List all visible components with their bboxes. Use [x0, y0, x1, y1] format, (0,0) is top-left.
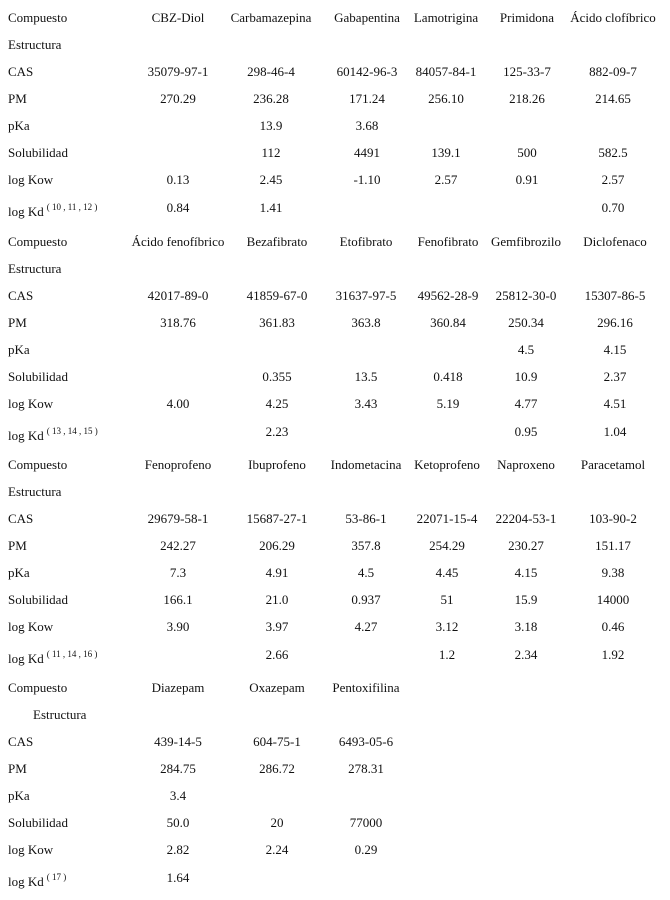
table-row: [0, 613, 670, 640]
column-header: CBZ-Diol: [151, 10, 205, 25]
table-row: [0, 674, 670, 701]
column-header: Fenoprofeno: [144, 457, 212, 472]
row-label: [8, 641, 97, 668]
table-row: [0, 166, 670, 193]
table-cell: 361.83: [259, 315, 295, 330]
table-cell: 2.57: [601, 172, 625, 187]
table-cell: 3.12: [435, 619, 459, 634]
column-header: Pentoxifilina: [332, 680, 400, 695]
row-label-text: Compuesto: [8, 457, 68, 472]
row-label: [8, 836, 53, 863]
row-label-text: PM: [8, 761, 27, 776]
row-label: [8, 166, 53, 193]
table-cell: 500: [517, 145, 537, 160]
row-label: [8, 363, 68, 390]
column-header: Bezafibrato: [246, 234, 308, 249]
table-row: [0, 586, 670, 613]
column-header: Paracetamol: [580, 457, 646, 472]
row-label: [8, 755, 27, 782]
table-row: [0, 139, 670, 166]
row-label-text: PM: [8, 538, 27, 553]
table-cell: 214.65: [595, 91, 631, 106]
row-label: [8, 809, 68, 836]
table-row: [0, 418, 670, 445]
row-label-text: pKa: [8, 118, 30, 133]
table-cell: [563, 478, 663, 505]
table-cell: 9.38: [601, 565, 625, 580]
table-cell: 256.10: [428, 91, 464, 106]
table-cell: 84057-84-1: [415, 64, 477, 79]
table-row: [0, 505, 670, 532]
table-cell: 4491: [354, 145, 380, 160]
row-label-text: PM: [8, 315, 27, 330]
table-cell: 0.13: [166, 172, 190, 187]
table-cell: [316, 641, 416, 668]
row-label: [8, 782, 30, 809]
table-row: [0, 363, 670, 390]
row-label: [8, 586, 68, 613]
row-label: [8, 194, 97, 221]
table-cell: 3.18: [514, 619, 538, 634]
table-cell: 286.72: [259, 761, 295, 776]
column-header: Indometacina: [330, 457, 402, 472]
column-header: Fenofibrato: [417, 234, 479, 249]
table-cell: [316, 478, 416, 505]
column-header: Naproxeno: [497, 457, 555, 472]
table-cell: 4.15: [603, 342, 627, 357]
table-row: [0, 559, 670, 586]
row-label-text: Estructura: [8, 484, 62, 499]
row-label: [8, 613, 53, 640]
row-label: [8, 228, 67, 255]
table-cell: 882-09-7: [589, 64, 637, 79]
table-cell: 20: [270, 815, 284, 830]
row-label-text: log Kow: [8, 172, 54, 187]
table-cell: [565, 255, 665, 282]
table-cell: 2.24: [265, 842, 289, 857]
table-cell: 236.28: [253, 91, 289, 106]
table-cell: 254.29: [429, 538, 465, 553]
table-row: [0, 390, 670, 417]
row-label-text: log Kow: [8, 396, 54, 411]
table-cell: 0.46: [601, 619, 625, 634]
table-cell: 151.17: [595, 538, 631, 553]
row-label: [8, 390, 53, 417]
row-label: [8, 282, 33, 309]
table-cell: [558, 31, 668, 58]
table-cell: 166.1: [163, 592, 193, 607]
row-label-text: Estructura: [33, 707, 87, 722]
table-row: [0, 478, 670, 505]
table-cell: [401, 112, 491, 139]
column-header: Ketoprofeno: [414, 457, 480, 472]
row-label: [8, 255, 61, 282]
column-header: Diazepam: [151, 680, 205, 695]
table-row: [0, 864, 670, 891]
column-header: Ácido clofíbrico: [570, 10, 656, 25]
table-row: [0, 532, 670, 559]
table-cell: [316, 255, 416, 282]
table-row: [0, 85, 670, 112]
column-header: Diclofenaco: [583, 234, 647, 249]
table-cell: 1.2: [438, 647, 456, 662]
table-row: [0, 451, 670, 478]
row-label-text: pKa: [8, 342, 30, 357]
table-cell: 363.8: [351, 315, 381, 330]
table-cell: 218.26: [509, 91, 545, 106]
table-cell: 250.34: [508, 315, 544, 330]
row-label-text: Solubilidad: [8, 592, 68, 607]
table-cell: [403, 255, 493, 282]
table-cell: [401, 31, 491, 58]
reference-superscript: ( 13 , 14 , 15 ): [46, 426, 98, 436]
table-cell: 2.34: [514, 647, 538, 662]
table-cell: 0.95: [514, 424, 538, 439]
table-cell: 0.937: [351, 592, 381, 607]
row-label: [8, 85, 27, 112]
table-cell: 206.29: [259, 538, 295, 553]
table-row: [0, 309, 670, 336]
table-row: [0, 809, 670, 836]
table-cell: 49562-28-9: [417, 288, 479, 303]
row-label-text: Estructura: [8, 37, 62, 52]
table-cell: [402, 478, 492, 505]
table-cell: 7.3: [169, 565, 187, 580]
column-header: Ácido fenofíbrico: [131, 234, 225, 249]
table-cell: [227, 701, 327, 728]
table-cell: 270.29: [160, 91, 196, 106]
row-label-text: log Kd: [8, 874, 44, 889]
table-cell: 112: [261, 145, 281, 160]
column-header: Ibuprofeno: [248, 457, 306, 472]
table-cell: 0.84: [166, 200, 190, 215]
table-cell: 6493-05-6: [338, 734, 394, 749]
table-cell: [316, 336, 416, 363]
table-cell: 4.5: [357, 565, 375, 580]
table-cell: 22071-15-4: [416, 511, 478, 526]
table-cell: [403, 418, 493, 445]
row-label: [8, 505, 33, 532]
table-cell: 22204-53-1: [495, 511, 557, 526]
row-label: [8, 309, 27, 336]
table-cell: [316, 864, 416, 891]
table-cell: 60142-96-3: [336, 64, 398, 79]
row-label-text: pKa: [8, 565, 30, 580]
row-label: [8, 728, 33, 755]
row-label: [8, 532, 27, 559]
row-label: [8, 864, 66, 891]
table-cell: 2.66: [265, 647, 289, 662]
table-row: [0, 782, 670, 809]
table-cell: 4.51: [603, 396, 627, 411]
table-cell: 357.8: [351, 538, 381, 553]
table-row: [0, 701, 670, 728]
table-cell: [316, 418, 416, 445]
column-header: Etofibrato: [339, 234, 393, 249]
column-header: Carbamazepina: [230, 10, 312, 25]
table-cell: 10.9: [514, 369, 538, 384]
table-cell: 77000: [349, 815, 383, 830]
row-label-text: Solubilidad: [8, 815, 68, 830]
row-label-text: CAS: [8, 288, 34, 303]
table-cell: 1.92: [601, 647, 625, 662]
row-label: [8, 139, 68, 166]
table-cell: [316, 782, 416, 809]
table-cell: 51: [440, 592, 454, 607]
table-cell: 284.75: [160, 761, 196, 776]
table-cell: [227, 864, 327, 891]
table-cell: 4.00: [166, 396, 190, 411]
table-cell: 139.1: [431, 145, 461, 160]
table-cell: 4.77: [514, 396, 538, 411]
table-cell: 15.9: [514, 592, 538, 607]
table-cell: 2.82: [166, 842, 190, 857]
table-cell: 296.16: [597, 315, 633, 330]
table-row: [0, 112, 670, 139]
table-cell: 0.355: [262, 369, 292, 384]
table-cell: 4.15: [514, 565, 538, 580]
table-cell: 29679-58-1: [147, 511, 209, 526]
table-row: [0, 58, 670, 85]
table-cell: 4.91: [265, 565, 289, 580]
table-cell: [481, 255, 571, 282]
table-row: [0, 728, 670, 755]
table-row: [0, 336, 670, 363]
row-label-text: log Kd: [8, 204, 44, 219]
table-cell: [123, 701, 233, 728]
table-cell: 25812-30-0: [495, 288, 557, 303]
table-cell: 15687-27-1: [246, 511, 308, 526]
table-cell: 42017-89-0: [147, 288, 209, 303]
table-cell: 2.37: [603, 369, 627, 384]
row-label-text: Compuesto: [8, 680, 68, 695]
table-cell: 0.29: [354, 842, 378, 857]
table-cell: 4.45: [435, 565, 459, 580]
table-cell: 0.70: [601, 200, 625, 215]
table-row: [0, 31, 670, 58]
table-cell: 103-90-2: [589, 511, 637, 526]
table-cell: 3.43: [354, 396, 378, 411]
column-header: Gabapentina: [334, 10, 400, 25]
row-label-text: PM: [8, 91, 27, 106]
row-label-text: CAS: [8, 511, 34, 526]
table-row: [0, 4, 670, 31]
table-cell: [481, 478, 571, 505]
row-label: [8, 559, 30, 586]
row-label: [8, 674, 67, 701]
table-cell: 0.91: [515, 172, 539, 187]
table-cell: 21.0: [265, 592, 289, 607]
table-cell: 3.97: [265, 619, 289, 634]
column-header: Gemfibrozilo: [490, 234, 562, 249]
table-cell: 4.27: [354, 619, 378, 634]
table-row: [0, 282, 670, 309]
row-label-text: Solubilidad: [8, 145, 68, 160]
table-cell: 582.5: [598, 145, 628, 160]
table-cell: [403, 336, 493, 363]
row-label: [8, 336, 30, 363]
table-cell: 1.04: [603, 424, 627, 439]
reference-superscript: ( 10 , 11 , 12 ): [46, 202, 98, 212]
column-header: Lamotrigina: [413, 10, 479, 25]
row-label: [8, 112, 30, 139]
row-label: [8, 4, 67, 31]
table-cell: 4.25: [265, 396, 289, 411]
row-label-text: Solubilidad: [8, 369, 68, 384]
row-label: [8, 451, 67, 478]
row-label-text: Compuesto: [8, 234, 68, 249]
table-cell: 2.23: [265, 424, 289, 439]
row-label-text: CAS: [8, 64, 34, 79]
table-cell: [123, 641, 233, 668]
table-cell: 2.57: [434, 172, 458, 187]
row-label: [8, 478, 61, 505]
row-label-text: log Kow: [8, 842, 54, 857]
table-cell: -1.10: [353, 172, 381, 187]
table-cell: 5.19: [436, 396, 460, 411]
row-label-text: log Kow: [8, 619, 54, 634]
row-label-text: Compuesto: [8, 10, 68, 25]
table-cell: 1.41: [259, 200, 283, 215]
table-cell: 3.68: [355, 118, 379, 133]
table-cell: 604-75-1: [253, 734, 301, 749]
row-label: [8, 58, 33, 85]
table-row: [0, 755, 670, 782]
table-cell: 53-86-1: [345, 511, 387, 526]
row-label-text: CAS: [8, 734, 34, 749]
table-row: [0, 641, 670, 668]
table-cell: [227, 478, 327, 505]
table-row: [0, 194, 670, 221]
table-cell: 35079-97-1: [147, 64, 209, 79]
table-cell: 125-33-7: [503, 64, 551, 79]
table-cell: 13.9: [259, 118, 283, 133]
table-cell: 50.0: [166, 815, 190, 830]
table-cell: 230.27: [508, 538, 544, 553]
reference-superscript: ( 11 , 14 , 16 ): [46, 649, 98, 659]
table-cell: [558, 112, 668, 139]
table-row: [0, 255, 670, 282]
table-cell: 15307-86-5: [584, 288, 646, 303]
table-cell: 318.76: [160, 315, 196, 330]
table-cell: 439-14-5: [154, 734, 202, 749]
table-cell: 2.45: [259, 172, 283, 187]
row-label-text: log Kd: [8, 428, 44, 443]
row-label: [8, 418, 98, 445]
column-header: Primidona: [499, 10, 555, 25]
table-row: [0, 228, 670, 255]
table-cell: 3.4: [169, 788, 187, 803]
table-cell: 14000: [596, 592, 630, 607]
table-cell: 31637-97-5: [335, 288, 397, 303]
table-cell: 360.84: [430, 315, 466, 330]
table-cell: 3.90: [166, 619, 190, 634]
table-cell: 242.27: [160, 538, 196, 553]
row-label: [33, 701, 86, 728]
table-cell: 278.31: [348, 761, 384, 776]
table-cell: [316, 701, 416, 728]
table-cell: 13.5: [354, 369, 378, 384]
table-cell: 4.5: [517, 342, 535, 357]
table-cell: [401, 194, 491, 221]
row-label-text: Estructura: [8, 261, 62, 276]
table-cell: 1.64: [166, 870, 190, 885]
row-label: [8, 31, 61, 58]
table-cell: [227, 782, 327, 809]
column-header: Oxazepam: [249, 680, 305, 695]
table-cell: [123, 478, 233, 505]
table-cell: [216, 31, 326, 58]
table-cell: 298-46-4: [247, 64, 295, 79]
table-cell: 0.418: [433, 369, 463, 384]
table-row: [0, 836, 670, 863]
table-cell: 171.24: [349, 91, 385, 106]
reference-superscript: ( 17 ): [46, 872, 67, 882]
row-label-text: log Kd: [8, 651, 44, 666]
row-label-text: pKa: [8, 788, 30, 803]
table-cell: 41859-67-0: [246, 288, 308, 303]
